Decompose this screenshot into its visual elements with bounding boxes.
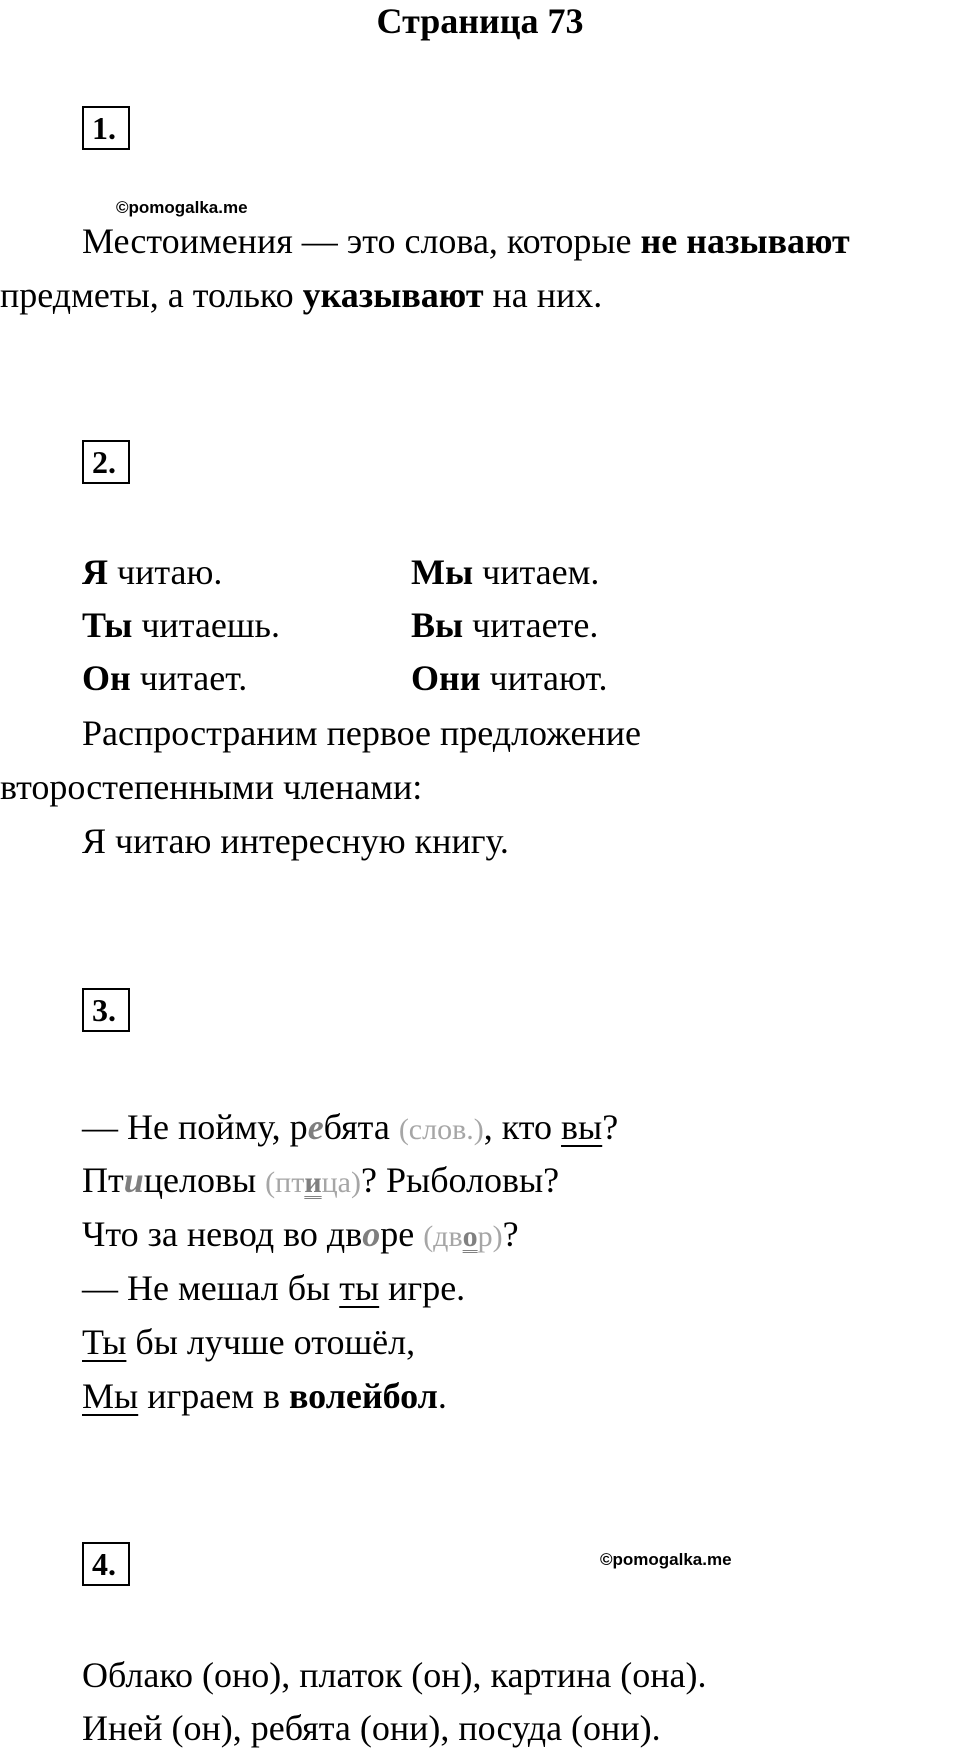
watermark-top: ©pomogalka.me: [116, 198, 248, 217]
underlined-pronoun: ты: [339, 1268, 380, 1308]
task-number-3: 3.: [82, 988, 130, 1032]
poem-line-2: [82, 1153, 559, 1210]
poem-line-4: [82, 1261, 465, 1315]
page-title: Страница 73: [376, 1, 584, 41]
stressed-vowel: и: [304, 1166, 322, 1199]
underlined-pronoun: Мы: [82, 1376, 139, 1416]
pronoun-row-left: [82, 598, 280, 652]
poem-text: — Не пойму, р: [82, 1107, 308, 1147]
vowel-highlight: о: [362, 1214, 381, 1254]
poem-text: бята: [323, 1107, 399, 1147]
poem-text: ?: [502, 1214, 519, 1254]
poem-line-3: [82, 1207, 519, 1264]
verb: читают.: [480, 658, 608, 698]
poem-text: ре: [380, 1214, 424, 1254]
verb: читаешь.: [132, 605, 280, 645]
underlined-pronoun: Ты: [82, 1322, 127, 1362]
pronoun-row-left: [82, 545, 222, 599]
pronoun: Вы: [411, 605, 464, 645]
poem-line-6: [82, 1369, 447, 1423]
pronoun-row-left: [82, 651, 247, 705]
poem-text: играем в: [138, 1376, 289, 1416]
verb: читаем.: [473, 552, 600, 592]
pronoun-row-right: [411, 545, 599, 599]
pronoun-row-right: [411, 651, 607, 705]
poem-text: ?: [602, 1107, 619, 1147]
pronoun: Ты: [82, 605, 133, 645]
pronoun: Они: [411, 658, 481, 698]
task2-sentence: Я читаю интересную книгу.: [82, 821, 509, 861]
poem-line-1: [82, 1100, 618, 1157]
bold-word-voleybol: волейбол: [288, 1376, 438, 1416]
check-word-part: (пт: [265, 1166, 305, 1199]
pronoun-row-right: [411, 598, 598, 652]
check-word: [423, 1220, 502, 1253]
poem-text: бы лучше отошёл,: [126, 1322, 416, 1362]
task1-line-1: [82, 214, 850, 268]
poem-text: игре.: [379, 1268, 466, 1308]
poem-text: .: [437, 1376, 447, 1416]
task-number-4: 4.: [82, 1542, 130, 1586]
task1-text: Местоимения — это слова, которые: [82, 221, 641, 261]
task4-line-1: Облако (оно), платок (он), картина (она).: [82, 1655, 707, 1695]
task1-text: предметы, а только: [0, 275, 303, 315]
pronoun: Я: [82, 552, 108, 592]
pronoun: Он: [82, 658, 131, 698]
vowel-highlight: е: [307, 1107, 324, 1147]
check-word: [265, 1166, 361, 1199]
verb: читает.: [130, 658, 248, 698]
task4-line-2: Иней (он), ребята (они), посуда (они).: [82, 1708, 661, 1748]
poem-text: Что за невод во дв: [82, 1214, 363, 1254]
verb: читаете.: [463, 605, 599, 645]
pronoun: Мы: [411, 552, 474, 592]
poem-text: — Не мешал бы: [82, 1268, 340, 1308]
poem-text: Пт: [82, 1160, 124, 1200]
task1-line-2: [0, 268, 602, 322]
dictionary-note: (слов.): [398, 1113, 484, 1146]
watermark-bottom: ©pomogalka.me: [600, 1550, 732, 1569]
poem-text: , кто: [483, 1107, 562, 1147]
task2-paragraph-line-1: Распространим первое предложение: [82, 713, 642, 753]
poem-text: ? Рыболовы?: [361, 1160, 560, 1200]
task-number-1: 1.: [82, 106, 130, 150]
poem-text: целовы: [143, 1160, 266, 1200]
task-number-2: 2.: [82, 440, 130, 484]
verb: читаю.: [108, 552, 223, 592]
check-word-part: р): [477, 1220, 503, 1253]
check-word-part: ца): [321, 1166, 361, 1199]
task1-bold-ukazyvayut: указывают: [302, 275, 484, 315]
vowel-highlight: и: [123, 1160, 144, 1200]
task1-bold-ne-nazyvayut: не называют: [640, 221, 850, 261]
task2-paragraph-line-2: второстепенными членами:: [0, 767, 423, 807]
check-word-part: (дв: [423, 1220, 463, 1253]
task1-text: на них.: [483, 275, 603, 315]
underlined-pronoun: вы: [561, 1107, 603, 1147]
poem-line-5: [82, 1315, 415, 1369]
stressed-vowel: о: [462, 1220, 478, 1253]
